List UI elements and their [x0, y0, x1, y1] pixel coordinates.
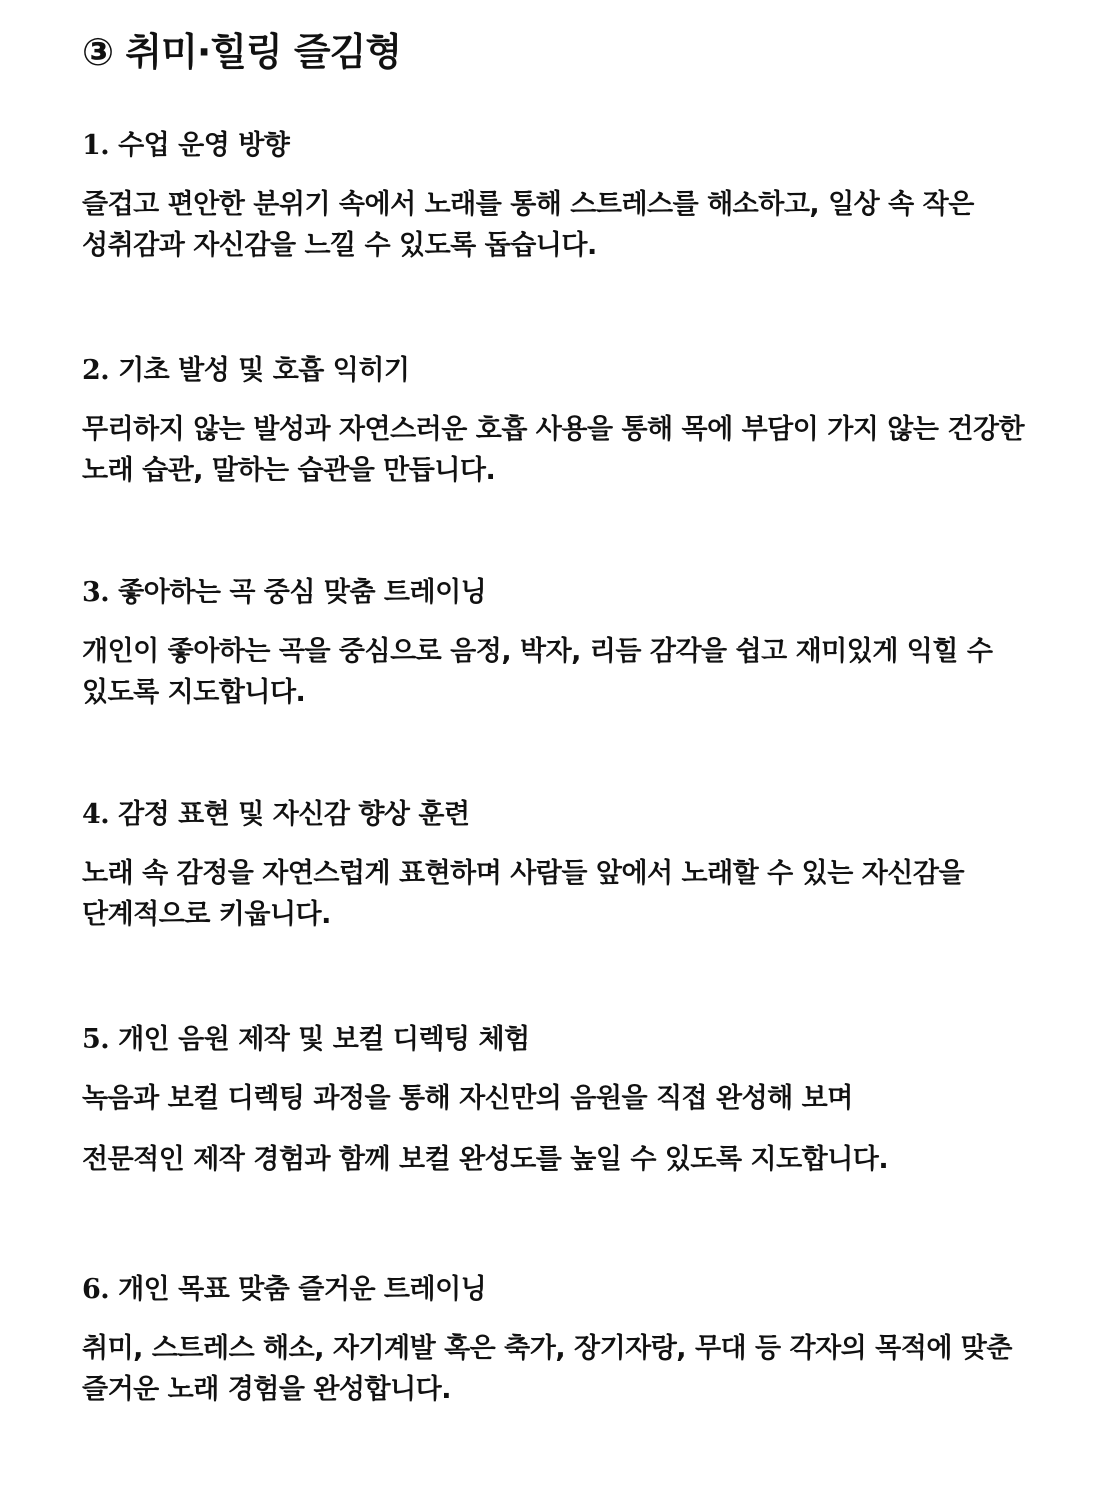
section-text: 즐겁고 편안한 분위기 속에서 노래를 통해 스트레스를 해소하고, 일상 속 작은 성취감과 자신감을 느낄 수 있도록 돕습니다. [82, 189, 974, 261]
section-heading-text: 기초 발성 및 호흡 익히기 [118, 355, 410, 386]
section-number: 2. [82, 355, 119, 386]
section-6 [82, 1272, 1050, 1410]
section-text: 전문적인 제작 경험과 함께 보컬 완성도를 높일 수 있도록 지도합니다. [82, 1144, 889, 1175]
section-text: 무리하지 않는 발성과 자연스러운 호흡 사용을 통해 목에 부담이 가지 않는 건강한 노래 습관, 말하는 습관을 만듭니다. [82, 414, 1025, 486]
section-text: 녹음과 보컬 디렉팅 과정을 통해 자신만의 음원을 직접 완성해 보며 [82, 1083, 853, 1114]
section-heading-text: 개인 목표 맞춤 즐거운 트레이닝 [118, 1274, 487, 1305]
section-heading [82, 128, 1050, 164]
section-heading-text: 개인 음원 제작 및 보컬 디렉팅 체험 [118, 1024, 530, 1055]
section-text: 노래 속 감정을 자연스럽게 표현하며 사람들 앞에서 노래할 수 있는 자신감을 단계적으로 키웁니다. [82, 858, 965, 930]
section-number: 3. [82, 577, 119, 608]
page-title: ③ 취미·힐링 즐김형 [82, 30, 402, 74]
section-heading-text: 감정 표현 및 자신감 향상 훈련 [118, 799, 470, 830]
section-heading [82, 797, 1050, 833]
section-heading [82, 353, 1050, 389]
section-text: 취미, 스트레스 해소, 자기계발 혹은 축가, 장기자랑, 무대 등 각자의 목적에 맞춘 즐거운 노래 경험을 완성합니다. [82, 1333, 1012, 1405]
section-1 [82, 128, 1050, 266]
section-body [82, 1078, 1050, 1180]
section-number: 6. [82, 1274, 119, 1305]
section-text: 개인이 좋아하는 곡을 중심으로 음정, 박자, 리듬 감각을 쉽고 재미있게 익힐 수 있도록 지도합니다. [82, 636, 993, 708]
section-heading [82, 1022, 1050, 1058]
section-body [82, 409, 1050, 491]
section-4 [82, 797, 1050, 935]
section-body [82, 631, 1050, 713]
section-5 [82, 1022, 1050, 1180]
section-heading-text: 수업 운영 방향 [118, 130, 290, 161]
section-body [82, 853, 1050, 935]
section-number: 5. [82, 1024, 119, 1055]
section-heading-text: 좋아하는 곡 중심 맞춤 트레이닝 [118, 577, 487, 608]
section-number: 1. [82, 130, 119, 161]
section-body [82, 1328, 1050, 1410]
section-number: 4. [82, 799, 119, 830]
section-body [82, 184, 1050, 266]
section-heading [82, 575, 1050, 611]
section-3 [82, 575, 1050, 713]
section-heading [82, 1272, 1050, 1308]
section-2 [82, 353, 1050, 491]
